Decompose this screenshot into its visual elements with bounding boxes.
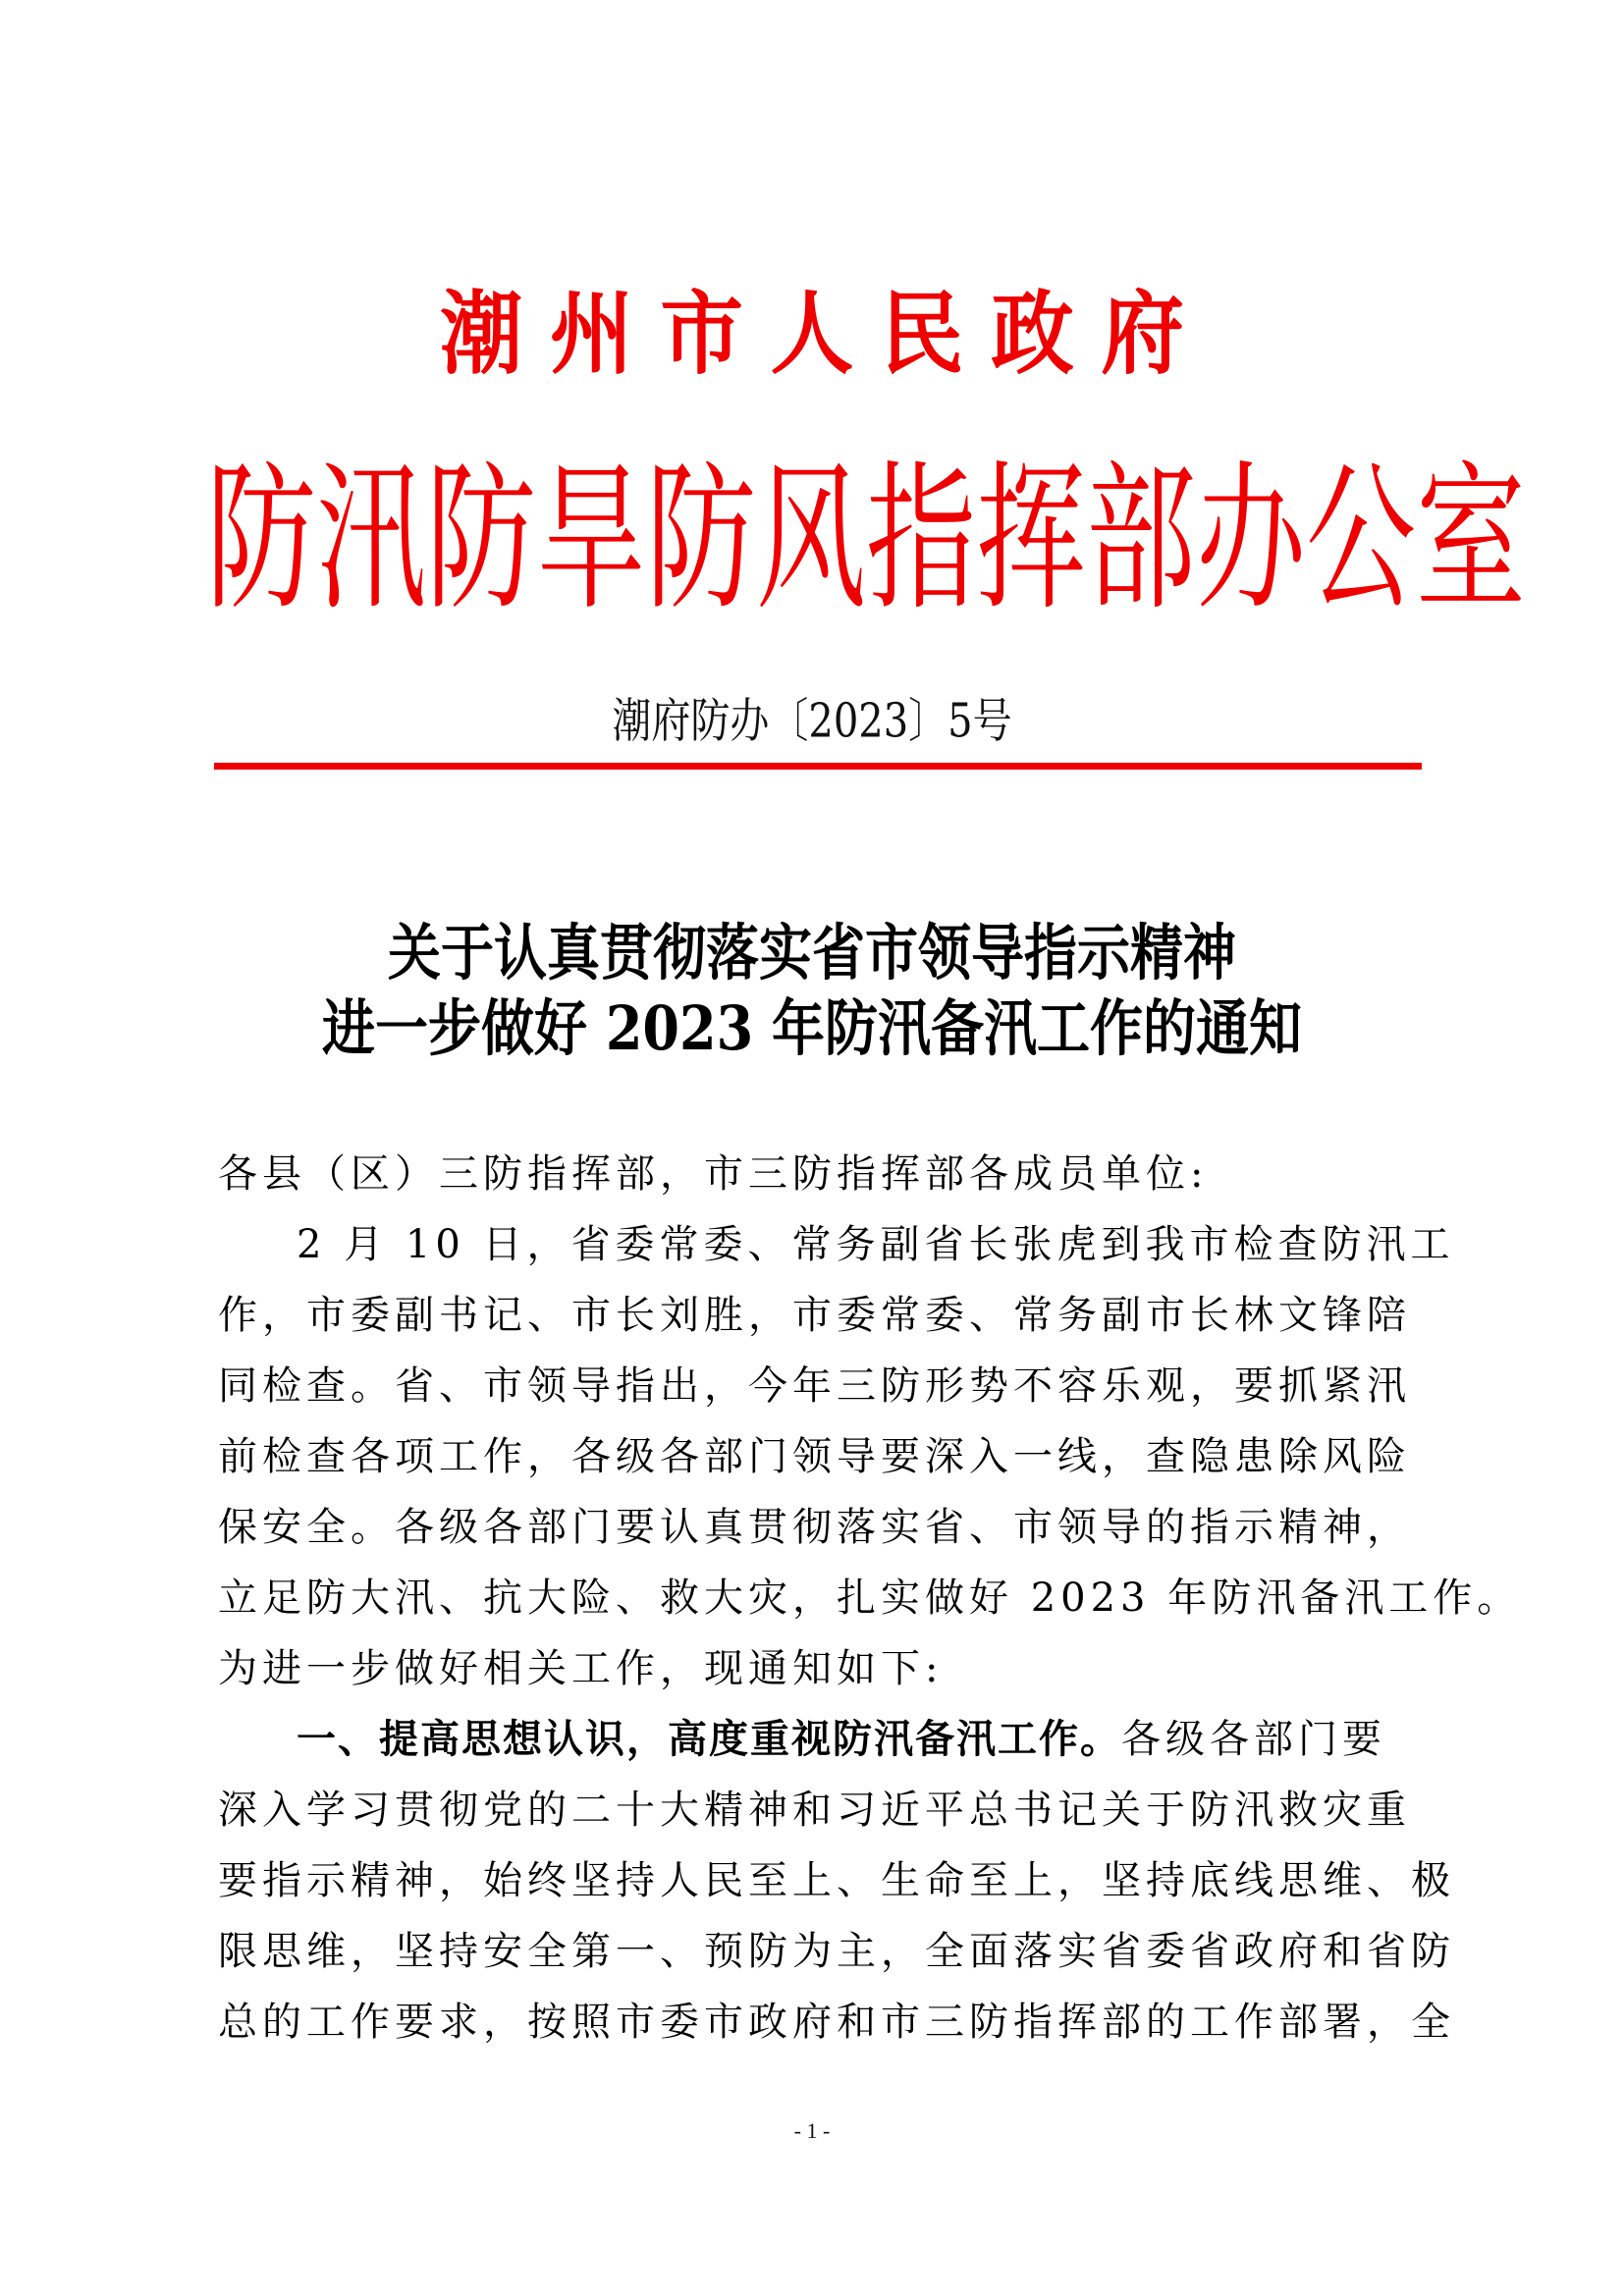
paragraph-line: 总的工作要求，按照市委市政府和市三防指挥部的工作部署，全 (218, 2000, 1455, 2045)
section1-heading: 一、提高思想认识，高度重视防汛备汛工作。 (297, 1717, 1121, 1762)
paragraph-line: 深入学习贯彻党的二十大精神和习近平总书记关于防汛救灾重 (218, 1788, 1411, 1833)
paragraph-line: 保安全。各级各部门要认真贯彻落实省、市领导的指示精神， (218, 1505, 1411, 1550)
issuer-name-line2: 防汛防旱防风指挥部办公室 (206, 447, 1526, 633)
document-title-line2: 进一步做好 2023 年防汛备汛工作的通知 (322, 991, 1302, 1064)
paragraph-line: 作，市委副书记、市长刘胜，市委常委、常务副市长林文锋陪 (218, 1293, 1411, 1338)
section-heading-line (297, 1704, 1386, 1775)
paragraph-line: 为进一步做好相关工作，现通知如下: (218, 1646, 944, 1691)
document-title-line1: 关于认真贯彻落实省市领导指示精神 (388, 916, 1236, 988)
addressee: 各县（区）三防指挥部，市三防指挥部各成员单位: (218, 1151, 1209, 1197)
paragraph-line: 立足防大汛、抗大险、救大灾，扎实做好 2023 年防汛备汛工作。 (218, 1575, 1522, 1621)
page-number: - 1 - (793, 2118, 831, 2143)
section1-heading-rest: 各级各部门要 (1121, 1717, 1386, 1762)
paragraph-line: 同检查。省、市领导指出，今年三防形势不容乐观，要抓紧汛 (218, 1363, 1411, 1409)
paragraph-line: 前检查各项工作，各级各部门领导要深入一线，查隐患除风险 (218, 1434, 1411, 1479)
paragraph-line: 限思维，坚持安全第一、预防为主，全面落实省委省政府和省防 (218, 1929, 1455, 1974)
red-separator-line (214, 763, 1422, 770)
paragraph-line: 2 月 10 日，省委常委、常务副省长张虎到我市检查防汛工 (297, 1222, 1455, 1267)
paragraph-line: 要指示精神，始终坚持人民至上、生命至上，坚持底线思维、极 (218, 1858, 1455, 1903)
issuer-name-line1: 潮州市人民政府 (439, 281, 1212, 387)
document-number: 潮府防办〔2023〕5号 (612, 694, 1012, 749)
